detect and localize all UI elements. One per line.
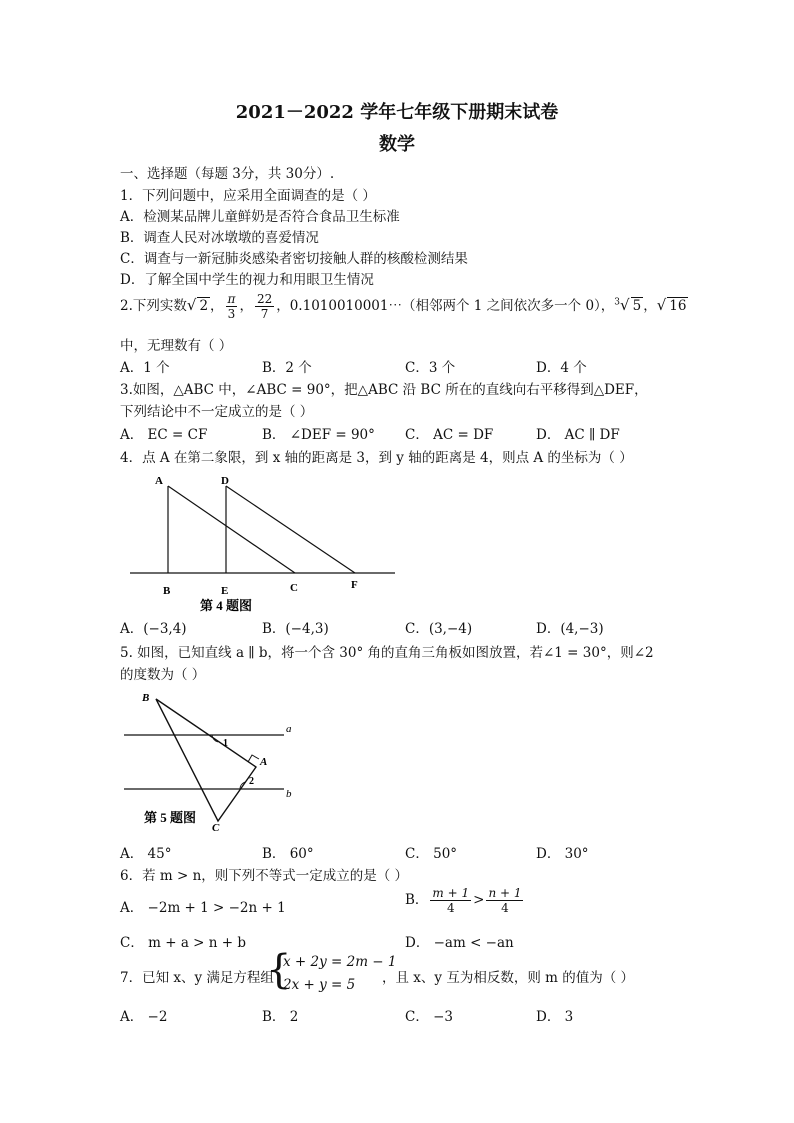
q2-prefix: 2.下列实数 [120,298,187,314]
q6-option-a: A． −2m + 1 > −2n + 1 [120,900,286,916]
q6-option-c: C． m + a > n + b [120,935,246,951]
q2-middle: ，0.1010010001⋯（相邻两个 1 之间依次多一个 0）， [276,298,615,314]
q4-label-B: B [163,585,171,597]
q6-b-den1: 4 [446,901,455,915]
q4-option-a: A．(−3,4) [120,621,187,637]
q5-label-1: 1 [223,738,228,749]
q2-stem [120,292,688,321]
q6-option-d: D． −am < −an [405,935,514,951]
q5-option-b: B． 60° [262,846,314,862]
q7-stem-prefix: 7．已知 x、y 满足方程组 [120,970,274,986]
q3-line2: 下列结论中不一定成立的是（ ） [120,404,314,420]
q1-stem: 1．下列问题中，应采用全面调查的是（ ） [120,188,376,204]
q7-eq1: x + 2y = 2m − 1 [283,954,397,970]
q2-frac-den: 7 [260,307,269,321]
q4-option-b: B．(−4,3) [262,621,329,637]
q2-option-b: B．2 个 [262,360,312,376]
q3-option-a: A． EC = CF [120,427,208,443]
q2-cbrt-val: 5 [632,298,642,314]
q5-right-angle-mark [248,755,259,762]
q3-option-b: B． ∠DEF = 90° [262,427,375,443]
q5-label-a: a [286,723,292,735]
q4-option-c: C．(3,−4) [405,621,473,637]
q5-figure [120,685,310,835]
q2-sqrt2: 2 [199,298,209,314]
section-heading: 一、选择题（每题 3分，共 30分）. [120,166,335,182]
q5-option-a: A． 45° [120,846,172,862]
q6-b-label: B． [405,892,429,908]
q3-line1: 3.如图，△ABC 中，∠ABC = 90°，把△ABC 沿 BC 所在的直线向右平移得到△DEF， [120,382,648,398]
q4-figure [120,468,410,618]
q2-comma1: ， [210,298,224,314]
q1-option-d: D．了解全国中学生的视力和用眼卫生情况 [120,272,374,288]
subject-title: 数学 [379,134,415,155]
q5-option-c: C． 50° [405,846,458,862]
q6-b-den2: 4 [501,901,509,915]
q7-stem-suffix: ，且 x、y 互为相反数，则 m 的值为（ ） [382,970,634,986]
q2-22-7-fraction [255,292,274,321]
q2-pi-num: π [227,292,236,306]
q5-line1: 5. 如图，已知直线 a ∥ b，将一个含 30° 角的直角三角板如图放置，若∠1 = 30°，则∠2 [120,645,654,661]
q7-option-d: D． 3 [536,1009,574,1025]
q5-label-C: C [212,822,220,834]
q4-label-F: F [351,579,358,591]
q6-b-frac2 [486,886,523,915]
q4-option-d: D．(4,−3) [536,621,604,637]
exam-title: 2021－2022 学年七年级下册期末试卷 [235,102,559,123]
q7-option-b: B． 2 [262,1009,299,1025]
q2-option-d: D．4 个 [536,360,587,376]
q7-option-a: A． −2 [120,1009,168,1025]
q2-line2: 中，无理数有（ ） [120,338,233,354]
q5-caption: 第 5 题图 [144,810,197,825]
q5-label-A: A [260,756,268,768]
q4-label-E: E [221,585,229,597]
q2-option-c: C．3 个 [405,360,456,376]
q7-option-c: C． −3 [405,1009,454,1025]
q1-option-b: B．调查人民对冰墩墩的喜爱情况 [120,230,319,246]
q6-b-frac1 [430,886,471,915]
q2-pi-fraction [226,292,238,321]
q5-label-2: 2 [249,776,254,787]
q3-option-c: C． AC = DF [405,427,494,443]
q1-option-c: C．调查与一新冠肺炎感染者密切接触人群的核酸检测结果 [120,251,468,267]
radical-sign-icon: √ [656,296,667,314]
radical-sign-icon: √ [186,296,197,314]
q5-option-d: D． 30° [536,846,589,862]
q6-stem: 6．若 m > n，则下列不等式一定成立的是（ ） [120,868,409,884]
q4-stem: 4．点 A 在第二象限，到 x 轴的距离是 3，到 y 轴的距离是 4，则点 A 的坐标为（ ） [120,450,633,466]
q2-comma3: ， [643,298,657,314]
q4-label-A: A [155,475,163,487]
q6-b-gt: > [473,892,485,908]
q2-frac-num: 22 [256,292,273,306]
q2-sqrt16: 16 [669,298,687,314]
q5-label-b: b [286,788,292,800]
q2-cbrt-index: 3 [614,297,621,308]
q5-line2: 的度数为（ ） [120,667,206,683]
q4-label-D: D [221,475,229,487]
q2-pi-den: 3 [227,307,236,321]
q5-triangle [156,699,256,821]
q4-side-DF [226,486,355,573]
q5-label-B: B [142,692,150,704]
q6-b-num1: m + 1 [432,886,470,900]
q7-eq2: 2x + y = 5 [283,977,356,993]
q1-option-a: A．检测某品牌儿童鲜奶是否符合食品卫生标准 [120,209,400,225]
q2-comma2: ， [239,298,253,314]
q4-caption: 第 4 题图 [200,598,253,613]
q4-label-C: C [290,582,298,594]
q6-option-b [405,886,525,915]
cube-root-sign-icon: √ [620,296,630,314]
q2-option-a: A．1 个 [120,360,170,376]
q3-option-d: D． AC ∥ DF [536,427,620,443]
q7-brace-icon: { [266,947,292,993]
q6-b-num2: n + 1 [488,886,522,900]
q4-side-AC [168,486,295,573]
